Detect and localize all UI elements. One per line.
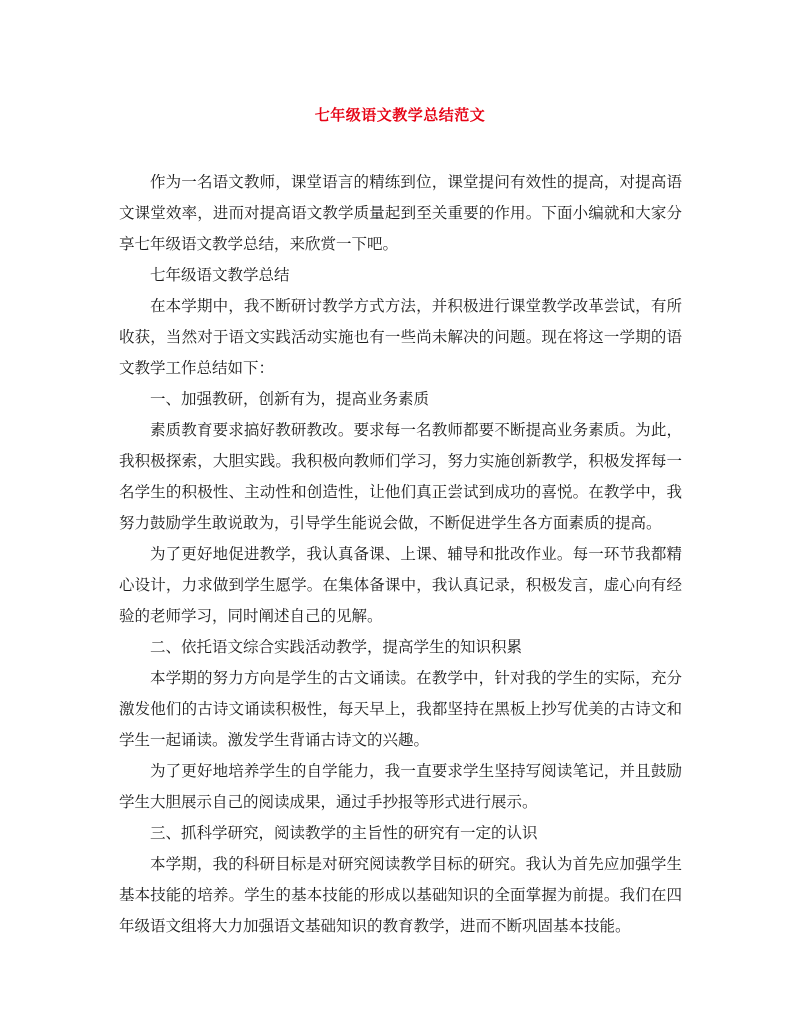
section-3-paragraph-1: 本学期，我的科研目标是对研究阅读教学目标的研究。我认为首先应加强学生基本技能的培养。学生的基本技能的形成以基础知识的全面掌握为前提。我们在四年级语文组将大力加强语文基础知识的教育教学，进而不断巩固基本技能。 (119, 855, 682, 935)
section-heading-2: 二、依托语文综合实践活动教学，提高学生的知识积累 (150, 638, 523, 656)
subtitle-paragraph: 七年级语文教学总结 (150, 266, 290, 284)
intro-paragraph: 作为一名语文教师，课堂语言的精练到位，课堂提问有效性的提高，对提高语文课堂效率，进而对提高语文教学质量起到至关重要的作用。下面小编就和大家分享七年级语文教学总结，来欣赏一下吧。 (119, 173, 682, 253)
overview-paragraph: 在本学期中，我不断研讨教学方式方法，并积极进行课堂教学改革尝试，有所收获，当然对于语文实践活动实施也有一些尚未解决的问题。现在将这一学期的语文教学工作总结如下： (119, 297, 682, 377)
section-2-paragraph-1: 本学期的努力方向是学生的古文诵读。在教学中，针对我的学生的实际，充分激发他们的古诗文诵读积极性，每天早上，我都坚持在黑板上抄写优美的古诗文和学生一起诵读。激发学生背诵古诗文的兴趣。 (119, 669, 682, 749)
section-heading-3: 三、抓科学研究，阅读教学的主旨性的研究有一定的认识 (150, 824, 538, 842)
section-1-paragraph-2: 为了更好地促进教学，我认真备课、上课、辅导和批改作业。每一环节我都精心设计，力求做到学生愿学。在集体备课中，我认真记录，积极发言，虚心向有经验的老师学习，同时阐述自己的见解。 (119, 545, 682, 625)
document-title: 七年级语文教学总结范文 (314, 106, 486, 124)
section-2-paragraph-2: 为了更好地培养学生的自学能力，我一直要求学生坚持写阅读笔记，并且鼓励学生大胆展示自己的阅读成果，通过手抄报等形式进行展示。 (119, 762, 682, 811)
section-heading-1: 一、加强教研，创新有为，提高业务素质 (150, 390, 430, 408)
document-body (119, 167, 682, 942)
section-1-paragraph-1: 素质教育要求搞好教研教改。要求每一名教师都要不断提高业务素质。为此，我积极探索，大胆实践。我积极向教师们学习，努力实施创新教学，积极发挥每一名学生的积极性、主动性和创造性，让他们真正尝试到成功的喜悦。在教学中，我努力鼓励学生敢说敢为，引导学生能说会做，不断促进学生各方面素质的提高。 (119, 421, 682, 532)
